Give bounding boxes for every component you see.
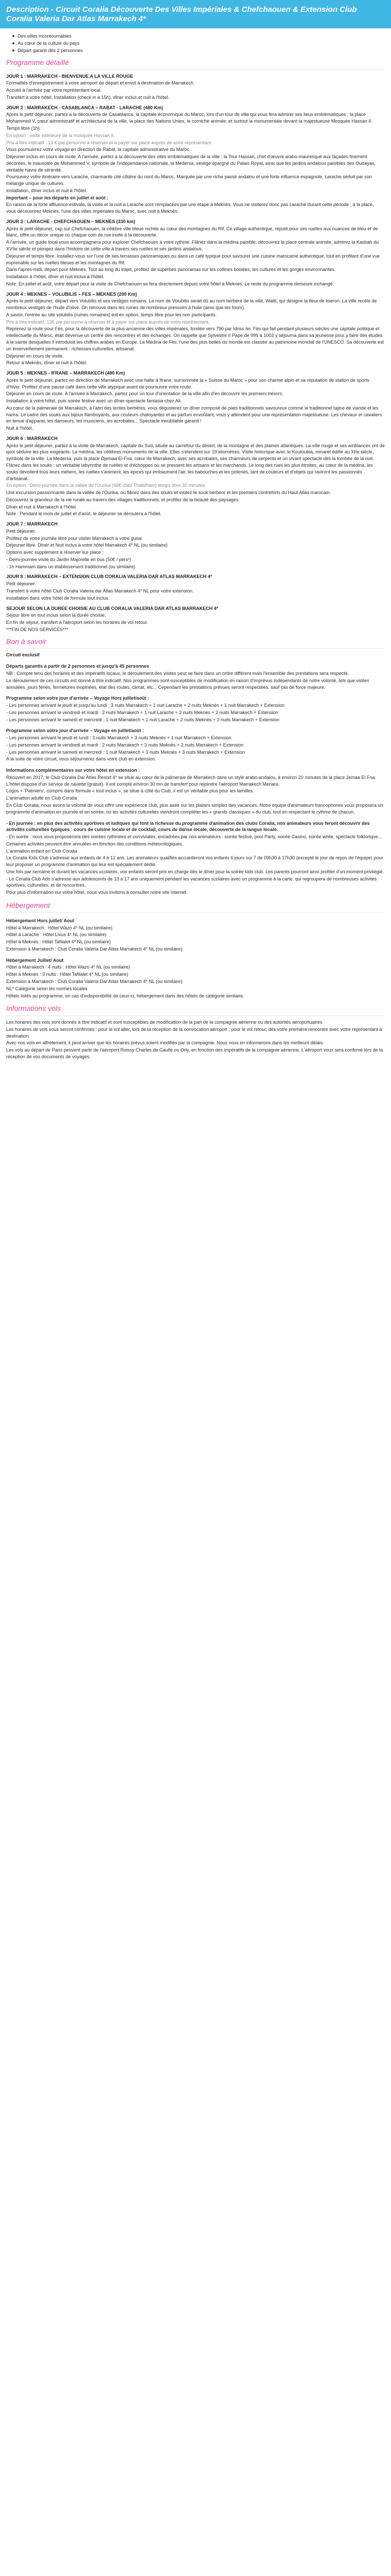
paragraph: L'animation enfant en Club Coralia (6, 848, 77, 854)
circuit-title: Circuit exclusif (6, 652, 40, 658)
day-block (6, 435, 385, 517)
day-paragraph: Au cœur de la palmeraie de Marrakech, à l'abri des tentes berbères, vous dégusterez un dîner composé de plats traditionnels savoureux comme le traditionnel tajine de viande et les harira. Le cadre des souks aux bijoux flamboyants, aux couleurs chatoyantes et au parfum envoûtant, vous y attendent pour une représentation majestueuse. Les chevaux et cavaliers en tenue d'apparat, les danseurs, les musiciens, les acrobates... Spectacle inoubliable garanti ! (6, 405, 382, 424)
section-title-hebergement: Hébergement (6, 901, 385, 913)
paragraph: Hôtel à Marrakech : 4 nuits : Hôtel Wazo 4* NL (ou similaire) (6, 964, 130, 970)
day-block (6, 105, 385, 215)
section-title-infos-vols: Informations vols (6, 1004, 385, 1016)
day-paragraph: - 1h Hammam dans un établissement traditionnel (ou similaire) (6, 564, 136, 569)
paragraph: Informations complémentaires sur votre hôtel en extension : (6, 768, 140, 773)
paragraph: Logos + 'Palmiers', compris dans formule « tout inclus », se situe à côté du Club, il est un véritable plus pour les familles. (6, 788, 254, 794)
paragraph: Le Coralia Kids Club s'adresse aux enfants de 4 à 12 ans. Les animateurs qualifiés accueilleront vos enfants 6 jours sur 7 de 09h30 à 17h30 (excepté le jour de repos de l'équipe) pour leur proposer un programme d'animation qui leur est spécialement dédié. (6, 855, 383, 868)
day-paragraph: Retour à Meknès, dîner et nuit à l'hôtel. (6, 360, 87, 366)
paragraph: Le déroulement de ces circuits est donné à titre indicatif. Nos programmes sont susceptibles de modification en raison d'imprévus indépendants de notre volonté, tels que visites annulées, jours fériés, fermetures inopinées, état des routes, climat, etc... Cependant les prestations prévues seront respectées, sauf cas de force majeure. (6, 677, 369, 690)
paragraph: NB : Compte tenu des horaires et des impératifs locaux, le déroulement des visites peut se faire dans un ordre différent mais l'ensemble des prestations sera respecté. (6, 671, 349, 676)
day-block (6, 573, 385, 601)
day-block (6, 521, 385, 570)
paragraph: - Les personnes arrivant le jeudi et jusqu'au lundi : 3 nuits Marrakech + 1 nuit Larache + 2 nuits Meknès + 1 nuit Marrakech + Extension (6, 703, 285, 708)
paragraph: - Les personnes arrivant le jeudi et lundi : 3 nuits Marrakech + 3 nuits Meknès + 1 nuit Marrakech + Extension (6, 735, 232, 741)
day-paragraph: Installation, dîner inclus et nuit à l'hôtel. (6, 188, 87, 193)
paragraph: Avec nos vols en affrètement, il peut arriver que les horaires prévus soient modifiés par la compagnie. Nous vous en informerons dans les meilleurs délais. (6, 1040, 324, 1046)
day-block (6, 370, 385, 432)
paragraph: Hôtel à Larache : Hôtel Lixus 4* NL (ou similaire) (6, 932, 107, 938)
day-paragraph: Petit déjeuner. (6, 528, 36, 534)
day-paragraph: Petit déjeuner. (6, 581, 36, 587)
day-paragraph: En option : Demi-journée dans la vallée de l'Ourika (68€ chez Thalbiham) temps libre 30 minutes. (6, 483, 206, 488)
day-paragraph: Découvrez la grandeur de la vie rurale au travers des villages traditionnels, et profitez de la beauté des paysages. (6, 497, 240, 502)
paragraph: - Les personnes arrivant le samedi et mercredi : 1 nuit Marrakech + 3 nuits Meknès + 3 nuits Marrakech + Extension (6, 749, 245, 755)
paragraph: Hébergement Hors juillet/ Aout (6, 918, 74, 923)
paragraph: Hôtels listés au programme, en cas d'indisponibilité de ceux-ci, hébergement dans des hôtels de catégorie similaire. (6, 993, 245, 998)
bon-a-savoir-container (6, 663, 385, 896)
day-block (6, 291, 385, 366)
day-title: JOUR 2 : MARRAKECH - CASABLANCA – RABAT - LARACHE (480 Km) (6, 105, 164, 110)
page-title-banner (0, 0, 391, 28)
day-title: SEJOUR SELON LA DUREE CHOISIE AU CLUB CORALIA VALERIA DAR ATLAS MARRAKECH 4* (6, 605, 219, 611)
day-title: JOUR 3 : LARACHE - CHEFCHAOUEN – MEKNES (330 km) (6, 218, 136, 224)
infos-vols-container (6, 1019, 385, 1060)
day-paragraph: Profitez de votre journée libre pour visiter Marrakech à votre guise. (6, 535, 143, 541)
day-paragraph: Prix à titre indicatif, 13€ par personne à réserver et à payer sur place auprès de votre représentant. (6, 319, 210, 325)
day-block (6, 218, 385, 287)
day-title: JOUR 5 : MEKNES - IFRANE – MARRAKECH (480 Km) (6, 370, 125, 376)
paragraph: - Les personnes arrivant le samedi et mercredi : 1 nuit Marrakech + 1 nuit Larache + 2 nuits Meknès + 3 nuits Marrakech + Extension (6, 717, 280, 722)
paragraph: Départs garantis à partir de 2 personnes et jusqu'à 45 personnes (6, 664, 150, 669)
day-paragraph: Déjeuner libre. Dîner et Nuit inclus à votre hôtel Marrakech 4* NL (ou similaire) (6, 543, 168, 548)
day-paragraph: Temps libre (1h). (6, 126, 41, 131)
day-paragraph: Déjeuner inclus en cours de route. A l'arrivée, partez à la découverte des sites emblématiques de la ville : la Tour Hassan, chef d'œuvre arabo-mauresque aux façades finement décorées, le mausolée de Mohammed V, symbole de l'indépendance nationale, la Médersa, vestige épargné du Palais Royal, ainsi que les jardins andalous paisibles des Oudayas, véritable havre de sérénité. (6, 154, 376, 173)
paragraph: - Le Coralia Club Ado s'adresse aux adolescents de 13 à 17 ans uniquement pendant les vacances scolaires avec un programme à la carte, qui regroupera de nombreuses activités sportives, culturelles, et de rencontres. (6, 876, 377, 888)
page-title: Description - Circuit Coralia Découverte Des Villes Impériales & Chefchaouen & Extension Club Coralia Valeria Dar Atlas Marrakech 4* (6, 5, 357, 24)
section-title-bon-a-savoir: Bon à savoir (6, 637, 385, 649)
day-paragraph: Déjeuner en cours de route. A l'arrivée à Marrakech, partez pour un tour d'orientation de la ville afin d'en découvrir les premiers trésors. (6, 391, 284, 397)
paragraph: Hôtel à Meknès : 3 nuits : Hôtel Tafilalet 4* NL (ou similaire) (6, 972, 128, 977)
day-paragraph: En raison de la forte affluence estivale, la visite et la nuit à Larache sont remplacées par une étape à Meknès. Vous ne visiterez donc pas Larache durant cette période ; à la place, vous découvrirez Meknès, l'une des villes impériales du Maroc, avec nuit à Meknès. (6, 202, 374, 214)
day-title: JOUR 7 : MARRAKECH (6, 521, 58, 527)
paragraph: Pour plus d'information sur votre hôtel, nous vous invitons à consulter notre site internet. (6, 890, 188, 895)
highlights-list (12, 32, 391, 55)
day-title: JOUR 8 : MARRAKECH – EXTENSION CLUB CORALIA VALERIA DAR ATLAS MARRAKECH 4* (6, 574, 213, 580)
hebergement-container (6, 918, 385, 999)
day-paragraph: En option : visite intérieure de la mosquée Hassan II. (6, 132, 115, 138)
paragraph: Hébergement Juillet/ Aout (6, 957, 64, 963)
day-paragraph: Séjour libre en tout inclus selon la durée choisie. (6, 613, 106, 618)
day-paragraph: Après le petit déjeuner, partez à la visite de Marrakech, capitale du Sud, située au carrefour du désert, de la montagne et des plaines atlantiques. La ville rouge et ses ambiances ont de quoi séduire les plus exigeants. La médina, les célèbres monuments de la ville. Elles s'étendent sur 19 kilomètres. Visite historique avec le Koutoubia, minaret édifié au XIIe siècle, symbole de la ville. La Medersa, puis la place Djemaa El-Fna, cœur de Marrakech, avec ses acrobates, ses charmeurs de serpents et un vivant spectacle dès la tombée de la nuit. Flânez dans les souks : un véritable labyrinthe de ruelles et d'échoppes où se pressent les artisans et les marchands. Le long des rues les plus étroites, au cœur de la médina, les souks dévoilent tous leurs métiers, les ruelles s'animent, les épices qui embaument l'air, les babouches et les poteries, tant de couleurs et d'objets qui raviront les passionnés d'artisanat. (6, 443, 385, 481)
paragraph: - En journée : en plus des activités sportives et ludiques qui font la richesse du programme d'animation des clubs Coralia, nos animateurs vous feront découvrir des activités culturelles typiques : cours de cuisine locale et de cocktail, cours de danse locale, découverte de la langue locale. (6, 820, 370, 833)
paragraph: Hôtel à Marrakech : Hôtel Wazo 4* NL (ou similaire) (6, 925, 112, 930)
paragraph: Extension à Marrakech : Club Coralia Valeria Dar Atlas Marrakech 4* NL (ou similaire) (6, 946, 183, 952)
highlight-item: Départ garanti dès 2 personnes (12, 47, 391, 54)
day-paragraph: Important – pour les départs en juillet et août : (6, 195, 109, 200)
paragraph: A la suite de votre circuit, vous séjournerez dans votre club en extension. (6, 756, 156, 762)
paragraph: Programme selon votre jour d'arrivée – Voyage Hors juillet/août : (6, 696, 150, 701)
day-paragraph: Vous poursuivrez votre voyage en direction de Rabat, la capitale administrative du Maroc. (6, 147, 191, 152)
day-paragraph: Après le petit déjeuner, partez à la découverte de Casablanca, la capitale économique du Maroc, lors d'un tour de ville qui vous fera admirer ses lieux emblématiques : la place Mohammed V, cœur administratif et architectural de la ville, la place des Nations Unies, le corniche animée, et surtout la monumentale devant la majestueuse Mosquée Hassan II. (6, 112, 373, 124)
paragraph: - Les personnes arrivant le vendredi et mardi : 2 nuits Marrakech + 1 nuit Larache + 2 nuits Meknès + 2 nuits Marrakech + Extension (6, 709, 279, 715)
day-paragraph: Note: En juillet et août, votre départ pour la visite de Chefchaouen se fera directement depuis votre hôtel à Meknès. Le reste du programme demeure inchangé. (6, 281, 334, 286)
day-title: JOUR 6 : MARRAKECH (6, 435, 58, 441)
day-paragraph: - Demi-journée visite du Jardin Majorelle en bus (50€ / pers²) (6, 556, 132, 562)
day-paragraph: Note : Pendant le mois de juillet et d'août, le déjeuner se déroulera à l'hôtel. (6, 511, 162, 517)
day-paragraph: A l'arrivée, un guide local vous accompagnera pour explorer Chefchaouen à votre rythme. Flânez dans la médina paisible, découvrez la place centrale animée, admirez la Kasbah du XVIIe siècle et plongez dans l'histoire de cette ville à travers ses ruelles et ses jardins andalous. (6, 240, 379, 252)
paragraph: Les horaires de vols vous seront confirmés : pour le vol aller, lors de la réception de la convocation aéroport ; pour le vol retour, dès votre première rencontre avec votre représentant à destination. (6, 1026, 382, 1039)
day-title: JOUR 1 : MARRAKECH - BIENVENUE A LA VILLE ROUGE (6, 73, 134, 79)
paragraph: Les vols au départ de Paris peuvent partir de l'aéroport Roissy Charles de Gaulle ou Orly, en fonction des impératifs de la compagnie aérienne. L'aéroport vous sera confirmé lors de la réception de vos documents de voyages. (6, 1047, 383, 1059)
paragraph: NL* Catégorie selon les normes locales (6, 986, 88, 991)
day-paragraph: Formalités d'enregistrement à votre aéroport de départ et envol à destination de Marrakech. (6, 80, 195, 86)
day-paragraph: Options avec supplément à réserver sur place : (6, 550, 104, 555)
day-paragraph: Installation dans votre hôtel de formule tout inclus. (6, 595, 110, 601)
day-paragraph: Déjeuner en cours de visite. (6, 353, 64, 359)
paragraph: Les horaires des vols sont donnés à titre indicatif et sont susceptibles de modification de la part de la compagnie aérienne ou des autorités aéroportuaires. (6, 1020, 323, 1025)
section-title-programme: Programme détaillé (6, 58, 385, 70)
paragraph: Hôtel à Meknès : Hôtel Tafilalet 4* NL (ou similaire) (6, 939, 111, 945)
paragraph: Une fois par semaine et durant les vacances scolaires, vos enfants seront pris en charge dès le dîner pour la soirée kids club. Les parents pourront ainsi profiter d'un moment privilégié. (6, 869, 384, 874)
day-title: JOUR 4 : MEKNES – VOLUBILIS – FES – MEKNES (200 Km) (6, 291, 137, 297)
day-paragraph: Nuit à l'hôtel. (6, 426, 33, 431)
highlight-item: Au cœur de la culture du pays (12, 40, 391, 47)
day-paragraph: Installation à l'hôtel, dîner et nuit inclus à l'hôtel. (6, 274, 105, 280)
day-paragraph: Déjeuner et temps libre. Installez-vous sur l'une de ses terrasses panoramiques ou dans un café typique pour savourer une cuisine marocaine authentique, tout en profitant d'une vue imprenable sur les ruelles bleues et les montagnes du Rif. (6, 253, 380, 265)
content (0, 58, 391, 1060)
day-paragraph: Transfert à votre hôtel Club Coralia Valeria dar Atlas Marrakech 4* NL pour votre extension. (6, 588, 194, 594)
day-paragraph: Dans l'après-midi, départ pour Meknès. Tout au long du trajet, profitez de superbes panoramas sur les collines boisées, les cultures et les gorges environnantes. (6, 267, 336, 273)
days-container (6, 73, 385, 633)
paragraph: - Les personnes arrivant le vendredi et mardi : 2 nuits Marrakech + 3 nuits Meknès + 2 nuits Marrakech + Extension (6, 742, 243, 748)
paragraph: L'animation adulte en Club Coralia (6, 795, 77, 801)
day-paragraph: Poursuivez votre itinéraire vers Larache, charmante cité côtière du nord du Maroc. Marquée par une riche passé andalou et une forte influence espagnole, Larache séduit par son mélange unique de cultures. (6, 174, 372, 187)
day-paragraph: Après le petit déjeuner, départ vers Volubilis et ses vestiges romains. Le nom de Volubilis serait dû au nom berbère de la ville, Walili, qui désigne la fleur de liseron. La ville recèle de nombreux vestiges de l'huile d'olive. On retrouve dans les ruines de nombreux pressoirs à huile (ainsi que les fours). (6, 298, 377, 311)
highlight-item: Des villes incontournables (12, 32, 391, 40)
day-paragraph: Après le petit déjeuner, partez en direction de Marrakech avec une halte à Ifrane, surnommée la « Suisse du Maroc » pour son charme alpin et sa réputation de station de sports d'hiver. Profitez d'une pause café dans cette ville atypique avant de poursuivre votre route. (6, 377, 369, 389)
day-paragraph: En fin de séjour, transfert à l'aéroport selon les horaires de vol retour. (6, 620, 148, 625)
paragraph: Certaines activités peuvent être annulées en fonction des conditions météorologiques. (6, 841, 184, 846)
day-block (6, 605, 385, 633)
day-paragraph: Reprenez la route pour Fès, pour la découverte de la plus ancienne des villes impériales, fondée vers 790 par Idriss Ier. Fès qui fait pendant plusieurs siècles une capitale politique et intellectuelle du Maroc, était devenue un centre des rencontres et des échanges. On rappelle que Sylvestre II Pape de 999 à 1003 y séjourna dans sa jeunesse pour y faire des études à la sainte desquelles il introduisit les chiffres arabes en Europe. La Médina de Fès, l'une des plus belles du monde est classée au patrimoine mondial de l'UNESCO. Sa découverte est un émerveillement permanent : richesses culturelles, artisanat. (6, 326, 384, 351)
paragraph: Réouvert en 2017, le Club Coralia Dar Atlas Resort 4* se situe au cœur de la palmeraie de Marrakech dans un style arabo-andalou, à environ 20 minutes de la place Jemaa El Fna. L'hôtel dispose d'un service de navette (gratuit). Il est compté environ 30 mn de transfert pour rejoindre l'aéroport Marrakech Menara. (6, 774, 376, 787)
paragraph: - En soirée : nous vous proposerons des soirées rythmées et conviviales, encadrées par nos animateurs : soirée festive, pool Party, soirée Casino, soirée white, spectacle folklorique... (6, 834, 382, 840)
day-paragraph: Une excursion passionnante dans la vallée de l'Ourika, où flânez dans des souks et visitez le souk berbère et les premiers contreforts du Haut Atlas marocain. (6, 490, 331, 496)
day-paragraph: Dîner et nuit à Marrakech à l'hôtel. (6, 504, 77, 510)
day-paragraph: Prix à titre indicatif : 13 € par personne à réserver et à payer sur place auprès de votre représentant. (6, 140, 213, 145)
day-block (6, 73, 385, 101)
day-paragraph: Après le petit déjeuner, cap sur Chefchaouen, la célèbre ville bleue nichée au cœur des montagnes du Rif. Ce village authentique, réputé pour ses ruelles aux nuances de bleu et de blanc, offre un décor unique où chaque coin de rue invite à la découverte. (6, 226, 378, 238)
day-paragraph: Installation à votre hôtel, puis soirée festive avec un dîner-spectacle fantasia chez Ali. (6, 398, 182, 404)
day-paragraph: A savoir, l'entrée au site volubilis (ruines romaines) est en option, temps libre pour les non participants. (6, 312, 217, 317)
paragraph: Programme selon votre jour d'arrivée – Voyage en juillet/août : (6, 728, 144, 734)
day-paragraph: ***FIN DE NOS SERVICES*** (6, 626, 69, 632)
day-paragraph: Accueil à l'arrivée par votre représentant local. (6, 88, 102, 93)
paragraph: Extension à Marrakech : Club Coralia Valeria Dar Atlas Marrakech 4* NL (ou similaire) (6, 978, 183, 984)
paragraph: En Club Coralia, nous avons la volonté de vous offrir une expérience club, plus axée sur les plaisirs simples des vacances. Notre équipe d'animateurs francophones vous proposera un programme d'animation en journée et en soirée, où les activités culturelles viendront compléter les « grands classiques » du club, tout en respectant le rythme de chacun. (6, 803, 383, 815)
day-paragraph: Transfert à votre hôtel. Installation (check in à 15h), dîner inclus et nuit à l'hôtel. (6, 94, 170, 100)
